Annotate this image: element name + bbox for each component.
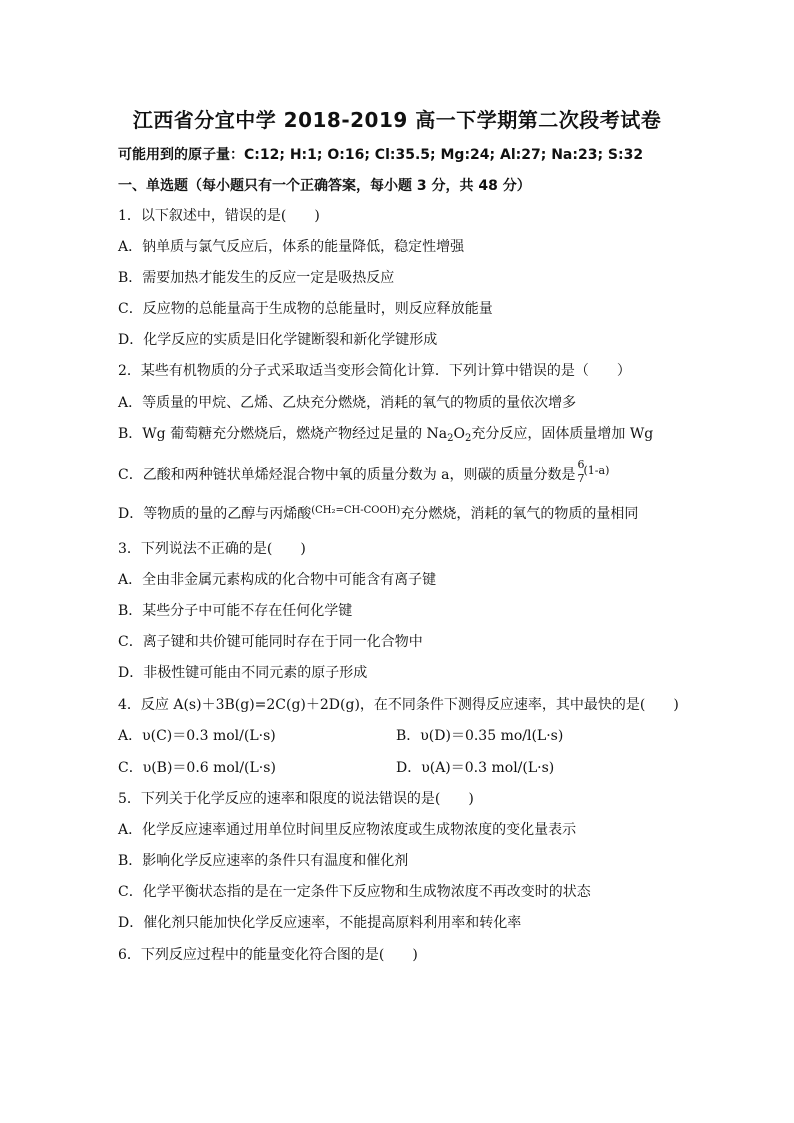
question-6-stem: 6．下列反应过程中的能量变化符合图的是( ) — [118, 947, 418, 963]
question-2-option-c — [118, 458, 610, 485]
option-d-text-end: 充分燃烧，消耗的氧气的物质的量相同 — [400, 506, 639, 522]
question-4-option-d: D．υ(A)＝0.3 mol/(L·s) — [396, 760, 555, 776]
subscript: 2 — [465, 433, 472, 444]
question-1-stem: 1．以下叙述中，错误的是( ) — [118, 208, 320, 224]
question-2-stem: 2．某些有机物质的分子式采取适当变形会简化计算．下列计算中错误的是（ ） — [118, 363, 631, 379]
question-1-option-c: C．反应物的总能量高于生成物的总能量时，则反应释放能量 — [118, 301, 493, 317]
fraction-numerator: 6 — [577, 458, 585, 471]
option-b-text-end: 充分反应，固体质量增加 Wg — [471, 426, 654, 442]
question-1-option-a: A．钠单质与氯气反应后，体系的能量降低，稳定性增强 — [118, 239, 465, 255]
subscript: 2 — [447, 433, 454, 444]
question-4-option-c: C．υ(B)＝0.6 mol/(L·s) — [118, 760, 276, 776]
question-3-option-d: D．非极性键可能由不同元素的原子形成 — [118, 665, 368, 681]
exam-title: 江西省分宜中学 2018-2019 高一下学期第二次段考试卷 — [132, 108, 662, 132]
question-3-option-a: A．全由非金属元素构成的化合物中可能含有离子键 — [118, 572, 437, 588]
question-3-option-c: C．离子键和共价键可能同时存在于同一化合物中 — [118, 634, 423, 650]
question-5-stem: 5．下列关于化学反应的速率和限度的说法错误的是( ) — [118, 791, 474, 807]
question-5-option-a: A．化学反应速率通过用单位时间里反应物浓度或生成物浓度的变化量表示 — [118, 822, 577, 838]
question-5-option-c: C．化学平衡状态指的是在一定条件下反应物和生成物浓度不再改变时的状态 — [118, 884, 591, 900]
fraction — [576, 458, 610, 485]
question-4-option-b: B．υ(D)＝0.35 mo/l(L·s) — [396, 728, 564, 744]
option-b-text-start: B．Wg 葡萄糖充分燃烧后，燃烧产物经过足量的 Na — [118, 426, 448, 442]
option-d-text-start: D．等物质的量的乙醇与丙烯酸 — [118, 506, 312, 522]
option-b-text-mid: O — [453, 426, 465, 442]
question-2-option-b — [118, 425, 653, 445]
question-1-option-b: B．需要加热才能发生的反应一定是吸热反应 — [118, 270, 395, 286]
fraction-denominator: 7 — [577, 472, 585, 485]
question-5-option-d: D．催化剂只能加快化学反应速率，不能提高原料利用率和转化率 — [118, 915, 522, 931]
question-2-option-d — [118, 505, 638, 525]
question-1-option-d: D．化学反应的实质是旧化学键断裂和新化学键形成 — [118, 332, 438, 348]
acrylic-acid-formula: (CH₂=CH-COOH) — [311, 505, 401, 516]
atomic-mass-line: 可能用到的原子量：C:12; H:1; O:16; Cl:35.5; Mg:24; Al:27; Na:23; S:32 — [118, 147, 644, 163]
section-heading: 一、单选题（每小题只有一个正确答案，每小题 3 分，共 48 分） — [118, 178, 531, 194]
question-3-option-b: B．某些分子中可能不存在任何化学键 — [118, 603, 353, 619]
question-2-option-a: A．等质量的甲烷、乙烯、乙炔充分燃烧，消耗的氧气的物质的量依次增多 — [118, 395, 577, 411]
question-4-option-a: A．υ(C)＝0.3 mol/(L·s) — [118, 728, 276, 744]
question-5-option-b: B．影响化学反应速率的条件只有温度和催化剂 — [118, 853, 409, 869]
question-4-stem: 4．反应 A(s)＋3B(g)=2C(g)＋2D(g)，在不同条件下测得反应速率，其中最快的是( ) — [118, 697, 679, 713]
question-3-stem: 3．下列说法不正确的是( ) — [118, 541, 306, 557]
option-c-text: C．乙酸和两种链状单烯烃混合物中氧的质量分数为 a，则碳的质量分数是 — [118, 467, 576, 483]
fraction-factor: (1-a) — [583, 464, 610, 477]
